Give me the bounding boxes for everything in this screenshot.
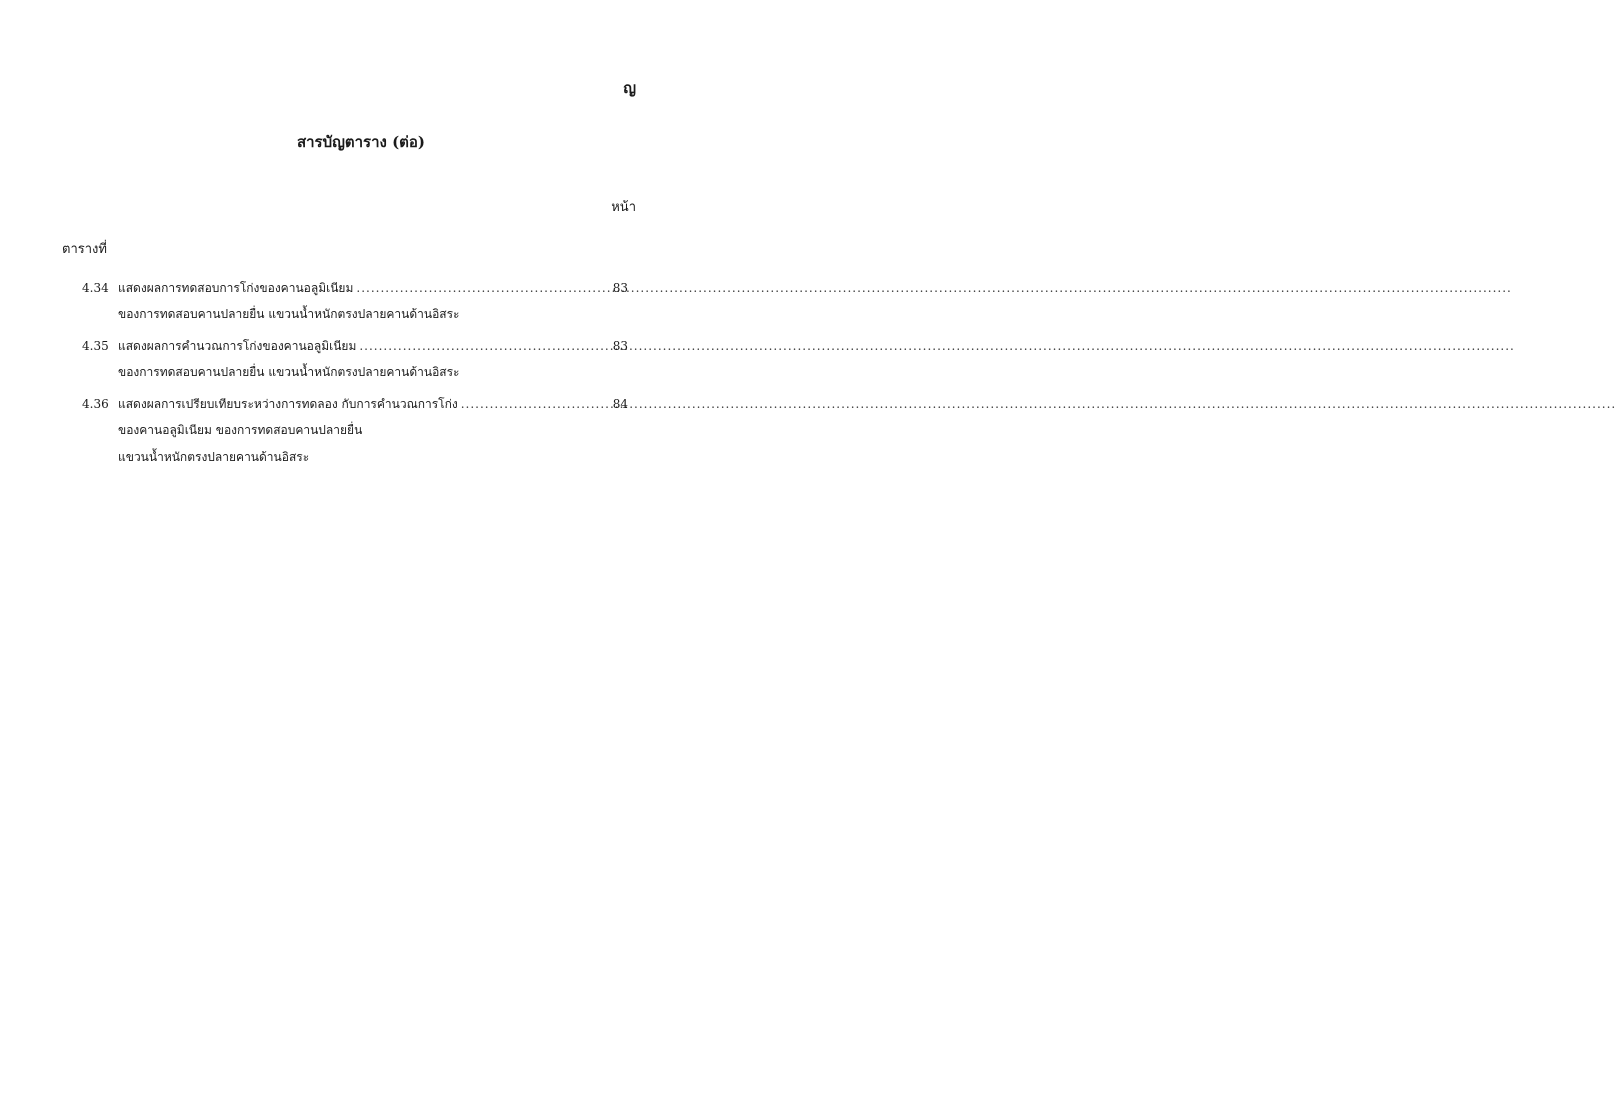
- toc-entry-title: แสดงผลการเปรียบเทียบระหว่างการทดลอง กับการคำนวณการโก่ง: [118, 397, 458, 411]
- document-page: [0, 0, 722, 1117]
- toc-entry-number: 4.35: [82, 339, 109, 353]
- page-column-header: หน้า: [611, 200, 636, 215]
- dot-leader: [353, 275, 612, 301]
- page-title: สารบัญตาราง (ต่อ): [296, 133, 426, 151]
- toc-entry: [82, 333, 628, 386]
- toc-entry-page: 83: [612, 339, 628, 353]
- toc-entry-page: 84: [612, 397, 628, 411]
- toc-entry-continuation: ของคานอลูมิเนียม ของการทดสอบคานปลายยื่น: [118, 423, 363, 437]
- toc-entry-title: แสดงผลการคำนวณการโก่งของคานอลูมิเนียม: [118, 339, 357, 353]
- toc-entry-number: 4.34: [82, 281, 109, 295]
- toc-entry-page: 83: [612, 281, 628, 295]
- toc-entry-row: [82, 391, 628, 417]
- toc-entry: [82, 391, 628, 471]
- table-of-tables-list: [82, 275, 628, 476]
- toc-entry-continuation: ของการทดสอบคานปลายยื่น แขวนน้ำหนักตรงปลายคานด้านอิสระ: [118, 307, 460, 321]
- dot-leader: [356, 333, 612, 359]
- dot-leader: [458, 391, 613, 417]
- toc-entry-continuation: แขวนน้ำหนักตรงปลายคานด้านอิสระ: [118, 450, 310, 464]
- toc-entry-title: แสดงผลการทดสอบการโก่งของคานอลูมิเนียม: [118, 281, 354, 295]
- toc-entry-row: [82, 333, 628, 359]
- table-section-label: ตารางที่: [62, 242, 107, 257]
- toc-entry-row: [82, 275, 628, 301]
- page-number-letter: ญ: [623, 79, 636, 97]
- toc-entry: [82, 275, 628, 328]
- toc-entry-number: 4.36: [82, 397, 109, 411]
- toc-entry-continuation: ของการทดสอบคานปลายยื่น แขวนน้ำหนักตรงปลายคานด้านอิสระ: [118, 365, 460, 379]
